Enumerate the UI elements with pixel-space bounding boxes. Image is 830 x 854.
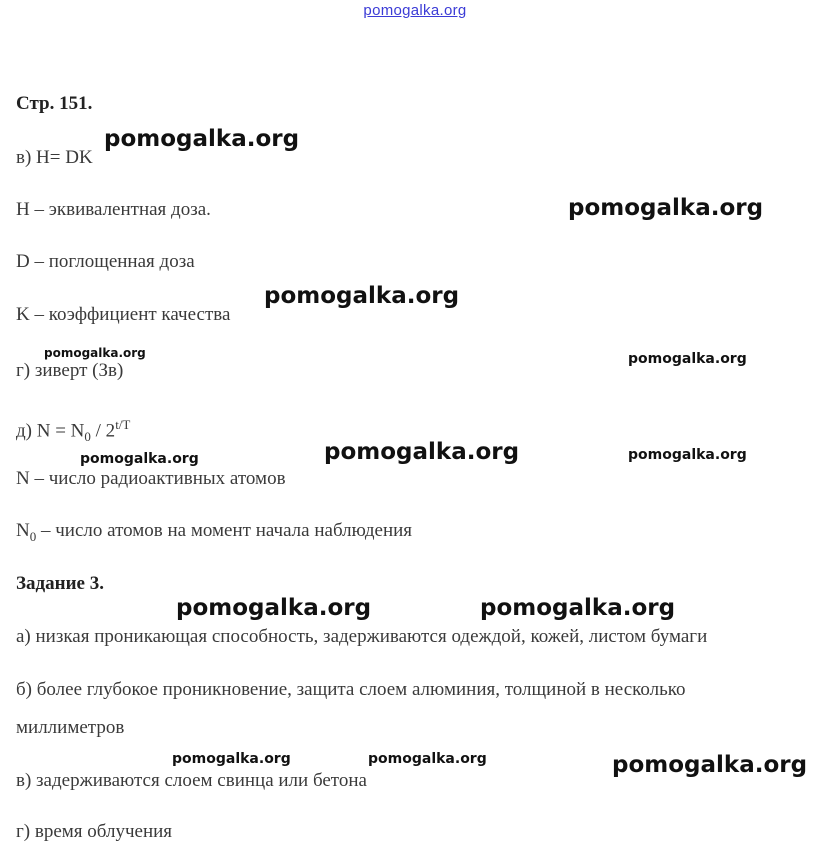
line-v-formula: в) H= DK xyxy=(16,147,93,168)
n0-rest: – число атомов на момент начала наблюдения xyxy=(36,520,413,541)
watermark-text: pomogalka.org xyxy=(44,346,146,360)
line-h-definition: H – эквивалентная доза. xyxy=(16,199,211,220)
watermark-text: pomogalka.org xyxy=(628,351,747,367)
task3-title: Задание 3. xyxy=(16,573,104,594)
watermark-text: pomogalka.org xyxy=(324,439,520,465)
line-k-definition: K – коэффициент качества xyxy=(16,304,231,325)
watermark-text: pomogalka.org xyxy=(368,751,487,767)
n0-subscript: 0 xyxy=(29,528,37,544)
watermark-text: pomogalka.org xyxy=(628,447,747,463)
watermark-text: pomogalka.org xyxy=(104,126,300,152)
task3-line-g: г) время облучения xyxy=(16,821,173,842)
watermark-text: pomogalka.org xyxy=(568,195,764,221)
formula-superscript: t/T xyxy=(115,417,131,432)
formula-subscript: 0 xyxy=(84,429,91,445)
task3-line-b2: миллиметров xyxy=(16,717,125,738)
line-n-definition: N – число радиоактивных атомов xyxy=(16,468,286,489)
task3-line-b1: б) более глубокое проникновение, защита слоем алюминия, толщиной в несколько xyxy=(16,679,686,700)
watermark-text: pomogalka.org xyxy=(172,751,291,767)
watermark-text: pomogalka.org xyxy=(480,595,676,621)
task3-line-v: в) задерживаются слоем свинца или бетона xyxy=(16,770,367,791)
watermark-text: pomogalka.org xyxy=(612,752,808,778)
watermark-text: pomogalka.org xyxy=(176,595,372,621)
line-d-definition: D – поглощенная доза xyxy=(16,251,195,272)
page-reference: Стр. 151. xyxy=(16,93,93,114)
formula-mid: / 2 xyxy=(90,420,116,442)
line-g-unit: г) зиверт (Зв) xyxy=(16,360,124,381)
formula-prefix: д) N = N xyxy=(16,420,85,442)
n0-prefix: N xyxy=(16,520,30,541)
watermark-text: pomogalka.org xyxy=(264,283,460,309)
line-d-formula xyxy=(16,414,130,448)
task3-line-a: а) низкая проникающая способность, задерживаются одеждой, кожей, листом бумаги xyxy=(16,626,708,647)
line-n0-definition xyxy=(16,520,412,548)
header-site-link[interactable]: pomogalka.org xyxy=(363,2,467,19)
watermark-text: pomogalka.org xyxy=(80,451,199,467)
